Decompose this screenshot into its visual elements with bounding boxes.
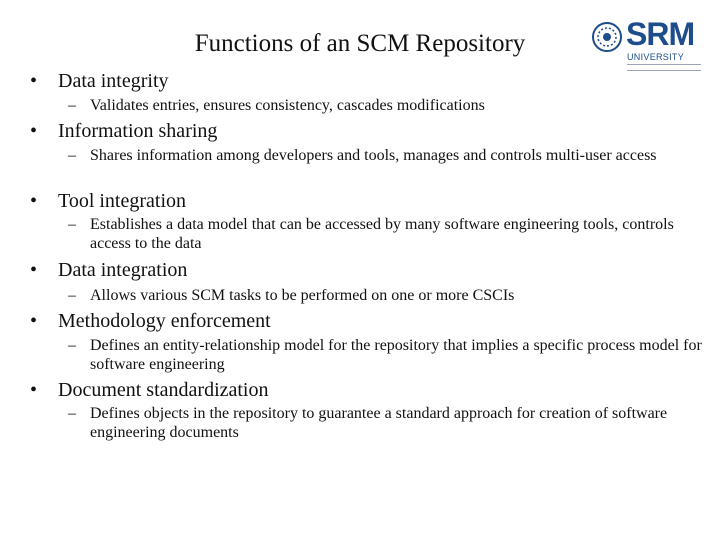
sub-item: [68, 286, 702, 305]
item-heading: Data integration: [58, 259, 188, 281]
sub-item: [68, 336, 702, 374]
dash: –: [68, 147, 76, 164]
item-heading: Methodology enforcement: [58, 310, 271, 332]
dash: –: [68, 216, 76, 233]
list-item: [30, 69, 169, 93]
sub-item: [68, 215, 702, 253]
bullet: •: [30, 379, 38, 401]
logo-subtitle: UNIVERSITY: [627, 52, 685, 62]
item-heading: Data integrity: [58, 70, 169, 92]
bullet: •: [30, 120, 38, 142]
sub-item: [68, 146, 702, 165]
item-detail: Allows various SCM tasks to be performed on one or more CSCIs: [90, 287, 515, 304]
dash: –: [68, 405, 76, 422]
logo-brand: SRM: [626, 16, 695, 52]
item-detail: Defines objects in the repository to guarantee a standard approach for creation of software engineering documents: [90, 405, 668, 441]
item-detail: Defines an entity-relationship model for the repository that implies a specific process model for software engineering: [90, 337, 702, 373]
list-item: [30, 119, 217, 143]
bullet: •: [30, 190, 38, 212]
list-item: [30, 189, 186, 213]
dash: –: [68, 97, 76, 114]
item-heading: Document standardization: [58, 379, 269, 401]
dash: –: [68, 287, 76, 304]
sub-item: [68, 96, 702, 115]
dash: –: [68, 337, 76, 354]
item-heading: Tool integration: [58, 190, 187, 212]
list-item: [30, 258, 187, 282]
item-detail: Establishes a data model that can be accessed by many software engineering tools, controls access to the data: [90, 216, 674, 252]
bullet: •: [30, 310, 38, 332]
item-detail: Shares information among developers and tools, manages and controls multi-user access: [90, 147, 657, 164]
bullet: •: [30, 70, 38, 92]
bullet: •: [30, 259, 38, 281]
slide-title: Functions of an SCM Repository: [194, 30, 526, 57]
list-item: [30, 378, 269, 402]
item-heading: Information sharing: [58, 120, 218, 142]
item-detail: Validates entries, ensures consistency, cascades modifications: [90, 97, 485, 114]
sub-item: [68, 404, 702, 442]
list-item: [30, 309, 271, 333]
